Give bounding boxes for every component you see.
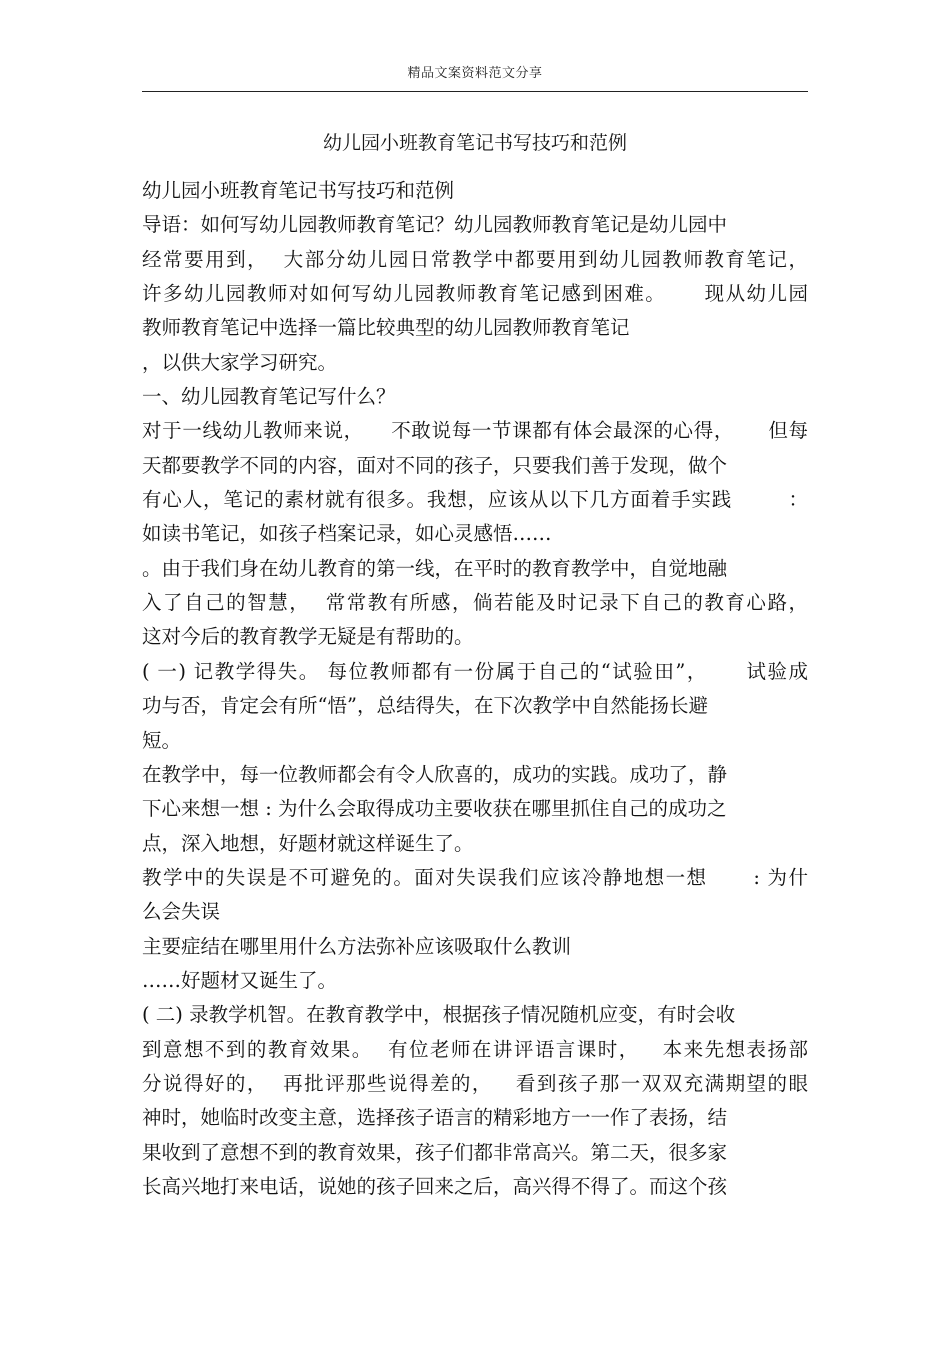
text-line: 果收到了意想不到的教育效果，孩子们都非常高兴。第二天，很多家 (142, 1140, 728, 1164)
text-line: ( 一) 记教学得失。 每位教师都有一份属于自己的“试验田”， 试验成 (142, 659, 808, 683)
text-line: 短。 (142, 728, 182, 752)
text-line: 有心人，笔记的素材就有很多。我想，应该从以下几方面着手实践 ： (142, 488, 808, 512)
text-line: 如读书笔记，如孩子档案记录，如心灵感悟…… (142, 522, 552, 546)
text-line: 许多幼儿园教师对如何写幼儿园教师教育笔记感到困难。 现从幼儿园 (142, 282, 808, 306)
text-line: 长高兴地打来电话，说她的孩子回来之后，高兴得不得了。而这个孩 (142, 1174, 728, 1198)
text-line: 点，深入地想，好题材就这样诞生了。 (142, 831, 474, 855)
text-line: 一、幼儿园教育笔记写什么？ (142, 385, 396, 409)
text-line: ，以供大家学习研究。 (142, 350, 338, 374)
text-line: 。由于我们身在幼儿教育的第一线，在平时的教育教学中，自觉地融 (142, 556, 728, 580)
text-line: 么会失误 (142, 900, 221, 924)
text-line: 主要症结在哪里用什么方法弥补应该吸取什么教训 (142, 934, 572, 958)
text-line: ……好题材又诞生了。 (142, 968, 338, 992)
text-line: 经常要用到， 大部分幼儿园日常教学中都要用到幼儿园教师教育笔记， (142, 247, 808, 271)
document-body (142, 174, 808, 1204)
text-line: 在教学中，每一位教师都会有令人欣喜的，成功的实践。成功了，静 (142, 762, 728, 786)
text-line: 到意想不到的教育效果。 有位老师在讲评语言课时， 本来先想表扬部 (142, 1037, 808, 1061)
text-line: 入了自己的智慧， 常常教有所感，倘若能及时记录下自己的教育心路， (142, 591, 808, 615)
text-line: 天都要教学不同的内容，面对不同的孩子，只要我们善于发现，做个 (142, 453, 728, 477)
text-line: 教师教育笔记中选择一篇比较典型的幼儿园教师教育笔记 (142, 316, 630, 340)
text-line: 对于一线幼儿教师来说， 不敢说每一节课都有体会最深的心得， 但每 (142, 419, 808, 443)
text-line: 教学中的失误是不可避免的。面对失误我们应该冷静地想一想 : 为什 (142, 865, 808, 889)
text-line: 神时，她临时改变主意，选择孩子语言的精彩地方一一作了表扬，结 (142, 1106, 728, 1130)
page-header: 精品文案资料范文分享 (407, 66, 543, 81)
text-line: 功与否，肯定会有所“悟”，总结得失，在下次教学中自然能扬长避 (142, 694, 708, 718)
text-line: 幼儿园小班教育笔记书写技巧和范例 (142, 179, 455, 202)
text-line: 下心来想一想 : 为什么会取得成功主要收获在哪里抓住自己的成功之 (142, 797, 727, 821)
text-line: ( 二) 录教学机智。在教育教学中，根据孩子情况随机应变，有时会收 (142, 1003, 736, 1027)
header-divider (142, 91, 808, 92)
text-line: 这对今后的教育教学无疑是有帮助的。 (142, 625, 474, 649)
document-title: 幼儿园小班教育笔记书写技巧和范例 (322, 132, 627, 154)
text-line: 导语：如何写幼儿园教师教育笔记？幼儿园教师教育笔记是幼儿园中 (142, 213, 728, 237)
text-line: 分说得好的， 再批评那些说得差的， 看到孩子那一双双充满期望的眼 (142, 1071, 808, 1095)
